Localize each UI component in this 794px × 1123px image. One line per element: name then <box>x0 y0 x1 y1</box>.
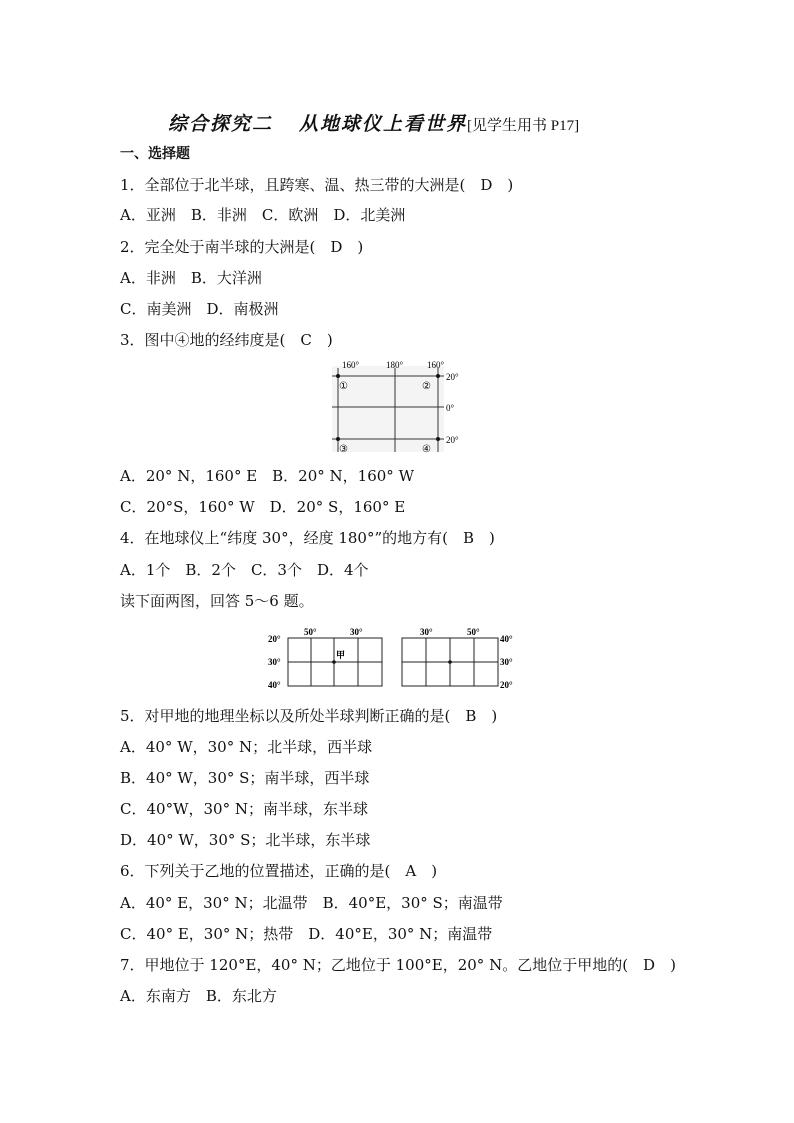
point-label: 甲 <box>336 650 346 660</box>
question-2-options-b: C．南美洲 D．南极洲 <box>120 300 279 318</box>
lat-label: 40° <box>268 680 281 690</box>
figure-graticule-q3 <box>320 356 470 456</box>
question-5-option-b: B．40° W，30° S；南半球，西半球 <box>120 769 370 787</box>
title-main: 综合探究二 <box>168 113 274 135</box>
lon-label: 160° <box>342 360 360 370</box>
lon-label: 180° <box>386 360 404 370</box>
question-3-options-a: A．20° N，160° E B．20° N，160° W <box>120 467 414 485</box>
lat-label: 20° <box>446 372 459 382</box>
lat-label: 20° <box>446 435 459 445</box>
point-3 <box>336 437 340 441</box>
question-2: 2．完全处于南半球的大洲是( D ) <box>120 238 364 256</box>
question-5: 5．对甲地的地理坐标以及所处半球判断正确的是( B ) <box>120 707 498 725</box>
lat-label: 40° <box>500 634 513 644</box>
question-6-options-b: C．40° E，30° N；热带 D．40°E，30° N；南温带 <box>120 925 493 943</box>
question-3: 3．图中④地的经纬度是( C ) <box>120 331 333 349</box>
question-4: 4．在地球仪上“纬度 30°，经度 180°”的地方有( B ) <box>120 529 495 547</box>
question-2-options-a: A．非洲 B．大洋洲 <box>120 269 262 287</box>
point-2 <box>436 374 440 378</box>
lon-label: 50° <box>304 627 317 637</box>
question-5-option-c: C．40°W，30° N；南半球，东半球 <box>120 800 368 818</box>
point-1 <box>336 374 340 378</box>
question-5-option-d: D．40° W，30° S；北半球，东半球 <box>120 831 371 849</box>
title-sub: 从地球仪上看世界 <box>299 113 468 135</box>
section-heading: 一、选择题 <box>120 146 190 162</box>
lat-label: 0° <box>446 403 455 413</box>
lon-label: 50° <box>467 627 480 637</box>
point-label: ③ <box>339 444 348 455</box>
question-3-options-b: C．20°S，160° W D．20° S，160° E <box>120 498 406 516</box>
question-4-options: A．1个 B．2个 C．3个 D．4个 <box>120 561 369 579</box>
lon-label: 160° <box>427 360 445 370</box>
lon-label: 30° <box>350 627 363 637</box>
lon-label: 30° <box>420 627 433 637</box>
point-jia <box>332 660 336 664</box>
point-label: ① <box>339 381 348 392</box>
lat-label: 20° <box>268 634 281 644</box>
lat-label: 30° <box>500 657 513 667</box>
question-1: 1．全部位于北半球，且跨寒、温、热三带的大洲是( D ) <box>120 176 514 194</box>
reading-instruction: 读下面两图，回答 5～6 题。 <box>120 592 314 610</box>
point-label: ② <box>422 381 431 392</box>
question-5-option-a: A．40° W，30° N；北半球，西半球 <box>120 738 373 756</box>
question-7-options: A．东南方 B．东北方 <box>120 987 277 1005</box>
page-title <box>168 109 579 136</box>
figure-graticules-q5-6 <box>262 622 532 694</box>
point-label: ④ <box>422 444 431 455</box>
title-reference: [见学生用书 P17] <box>467 118 580 134</box>
question-6-options-a: A．40° E，30° N；北温带 B．40°E，30° S；南温带 <box>120 894 503 912</box>
question-7: 7．甲地位于 120°E，40° N；乙地位于 100°E，20° N。乙地位于甲地的( D ) <box>120 956 676 974</box>
point-4 <box>436 437 440 441</box>
point-yi <box>448 660 452 664</box>
lat-label: 20° <box>500 680 513 690</box>
lat-label: 30° <box>268 657 281 667</box>
question-1-options: A．亚洲 B．非洲 C．欧洲 D．北美洲 <box>120 206 406 224</box>
question-6: 6．下列关于乙地的位置描述，正确的是( A ) <box>120 862 438 880</box>
